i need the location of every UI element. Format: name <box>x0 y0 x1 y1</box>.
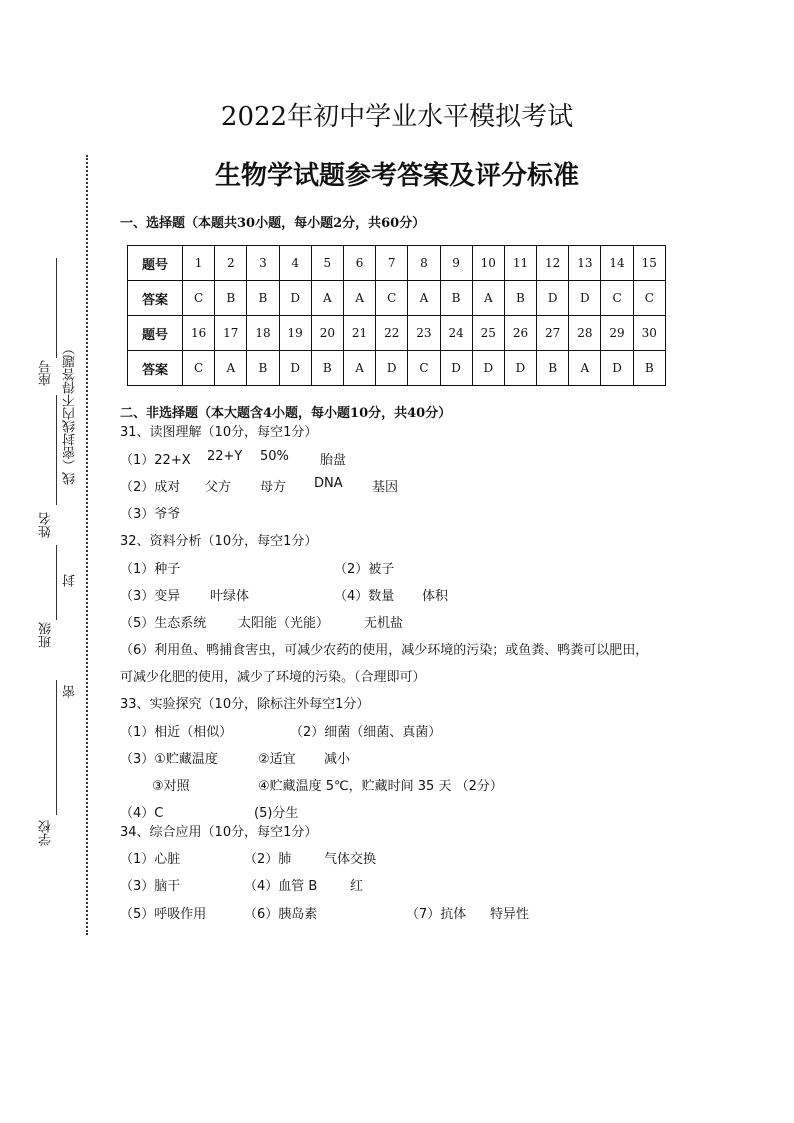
table-row-numbers-2 <box>128 316 666 351</box>
question-number: 12 <box>537 246 569 281</box>
question-number: 25 <box>472 316 504 351</box>
question-number: 14 <box>601 246 633 281</box>
answer-cell: B <box>247 351 279 386</box>
seal-char-xian: 线 <box>63 472 78 485</box>
answer-text: 父方 <box>205 480 232 495</box>
answer-cell: A <box>569 351 601 386</box>
answer-text: 气体交换 <box>324 852 377 867</box>
seal-dotted-line <box>86 155 88 935</box>
q31-heading: 31、读图理解（10分，每空1分） <box>120 425 318 440</box>
answer-text: （4）血管 B <box>244 879 318 894</box>
answer-cell: C <box>376 281 408 316</box>
answer-cell: B <box>311 351 343 386</box>
answer-text: （4）数量 <box>334 589 395 604</box>
answer-cell: D <box>569 281 601 316</box>
question-number: 2 <box>215 246 247 281</box>
answer-text: （2）细菌（细菌、真菌） <box>290 725 442 740</box>
name-label: 姓名 <box>39 512 54 538</box>
question-number: 7 <box>376 246 408 281</box>
answer-text: （7）抗体 <box>406 907 467 922</box>
answer-text: ③对照 <box>152 779 190 794</box>
answer-cell: D <box>504 351 536 386</box>
answer-text: 减小 <box>324 752 351 767</box>
question-number: 16 <box>183 316 215 351</box>
school-blank <box>56 680 57 815</box>
answer-text: 50% <box>260 449 289 464</box>
answer-text: ②适宜 <box>258 752 296 767</box>
answer-cell: A <box>311 281 343 316</box>
question-number: 22 <box>376 316 408 351</box>
answer-table <box>127 245 666 386</box>
seal-char-mi: 密 <box>63 685 78 698</box>
seat-number-label: 座号 <box>39 360 54 386</box>
table-row-answers-2 <box>128 351 666 386</box>
answer-text: DNA <box>314 476 343 491</box>
answer-text: （1）种子 <box>120 562 181 577</box>
answer-cell: B <box>537 351 569 386</box>
answer-text: 22+Y <box>207 449 243 464</box>
answer-cell: D <box>440 351 472 386</box>
question-number: 30 <box>633 316 665 351</box>
answer-text: （5）生态系统 <box>120 616 207 631</box>
answer-text: （2）被子 <box>334 562 395 577</box>
section2-heading: 二、非选择题（本大题含4小题，每小题10分，共40分） <box>120 406 452 421</box>
answer-text: （1）心脏 <box>120 852 181 867</box>
answer-text: （1）相近（相似） <box>120 725 233 740</box>
answer-cell: C <box>601 281 633 316</box>
answer-text: （2）肺 <box>244 852 292 867</box>
answer-text: (5)分生 <box>254 806 299 821</box>
answer-text: （3）脑干 <box>120 879 181 894</box>
answer-text: 无机盐 <box>364 616 404 631</box>
answer-text: 红 <box>350 879 364 894</box>
answer-text: （3）①贮藏温度 <box>120 752 218 767</box>
section1-heading: 一、选择题（本题共30小题，每小题2分，共60分） <box>120 216 426 231</box>
q34-heading: 34、综合应用（10分，每空1分） <box>120 825 318 840</box>
answer-cell: C <box>633 281 665 316</box>
answer-text: 特异性 <box>490 907 530 922</box>
question-number: 28 <box>569 316 601 351</box>
answer-text: 基因 <box>372 480 399 495</box>
question-number: 20 <box>311 316 343 351</box>
q33-heading: 33、实验探究（10分，除标注外每空1分） <box>120 697 370 712</box>
answer-cell: A <box>472 281 504 316</box>
answer-key-title: 生物学试题参考答案及评分标准 <box>214 161 579 191</box>
question-number: 11 <box>504 246 536 281</box>
question-number: 26 <box>504 316 536 351</box>
answer-text: 体积 <box>422 589 449 604</box>
answer-text: ④贮藏温度 5℃，贮藏时间 35 天 （2分） <box>258 779 503 794</box>
question-number: 13 <box>569 246 601 281</box>
class-blank <box>56 545 57 620</box>
answer-cell: D <box>279 351 311 386</box>
seal-char-feng: 封 <box>63 574 78 587</box>
answer-cell: C <box>408 351 440 386</box>
answer-cell: B <box>633 351 665 386</box>
q32-heading: 32、资料分析（10分，每空1分） <box>120 534 318 549</box>
answer-cell: D <box>472 351 504 386</box>
school-label: 学校 <box>39 820 54 846</box>
answer-cell: B <box>215 281 247 316</box>
question-number: 8 <box>408 246 440 281</box>
answer-text: （3）爷爷 <box>120 507 181 522</box>
q32-line5: 可减少化肥的使用，减少了环境的污染。（合理即可） <box>120 670 426 685</box>
answer-cell: A <box>343 351 375 386</box>
answer-text: （5）呼吸作用 <box>120 907 207 922</box>
table-row-numbers-1 <box>128 246 666 281</box>
answer-cell: A <box>343 281 375 316</box>
question-number: 9 <box>440 246 472 281</box>
answer-cell: C <box>183 281 215 316</box>
answer-text: （4）C <box>120 806 164 821</box>
question-number: 3 <box>247 246 279 281</box>
answer-text: （2）成对 <box>120 480 181 495</box>
answer-text: 胎盘 <box>320 453 347 468</box>
question-number: 27 <box>537 316 569 351</box>
question-number: 1 <box>183 246 215 281</box>
class-label: 班级 <box>39 622 54 648</box>
row-label-number: 题号 <box>128 246 183 281</box>
answer-cell: A <box>408 281 440 316</box>
answer-cell: B <box>440 281 472 316</box>
answer-cell: D <box>601 351 633 386</box>
answer-cell: D <box>279 281 311 316</box>
row-label-answer: 答案 <box>128 281 183 316</box>
answer-cell: D <box>376 351 408 386</box>
q32-line4: （6）利用鱼、鸭捕食害虫，可减少农药的使用，减少环境的污染；或鱼粪、鸭粪可以肥田， <box>120 643 649 658</box>
seal-notice: （密封线内不得答题） <box>63 342 78 472</box>
answer-text: 叶绿体 <box>210 589 250 604</box>
table-row-answers-1 <box>128 281 666 316</box>
question-number: 10 <box>472 246 504 281</box>
question-number: 4 <box>279 246 311 281</box>
question-number: 23 <box>408 316 440 351</box>
answer-text: 母方 <box>260 480 287 495</box>
question-number: 29 <box>601 316 633 351</box>
question-number: 18 <box>247 316 279 351</box>
question-number: 17 <box>215 316 247 351</box>
question-number: 6 <box>343 246 375 281</box>
answer-text: （6）胰岛素 <box>244 907 318 922</box>
answer-cell: B <box>504 281 536 316</box>
answer-text: （1）22+X <box>120 453 191 468</box>
question-number: 19 <box>279 316 311 351</box>
name-blank <box>56 395 57 505</box>
row-label-number: 题号 <box>128 316 183 351</box>
answer-cell: D <box>537 281 569 316</box>
answer-cell: B <box>247 281 279 316</box>
row-label-answer: 答案 <box>128 351 183 386</box>
answer-text: （3）变异 <box>120 589 181 604</box>
seat-number-blank <box>56 258 57 358</box>
exam-title: 2022年初中学业水平模拟考试 <box>220 102 574 132</box>
question-number: 5 <box>311 246 343 281</box>
answer-cell: A <box>215 351 247 386</box>
question-number: 15 <box>633 246 665 281</box>
answer-cell: C <box>183 351 215 386</box>
answer-text: 太阳能（光能） <box>238 616 330 631</box>
question-number: 24 <box>440 316 472 351</box>
question-number: 21 <box>343 316 375 351</box>
